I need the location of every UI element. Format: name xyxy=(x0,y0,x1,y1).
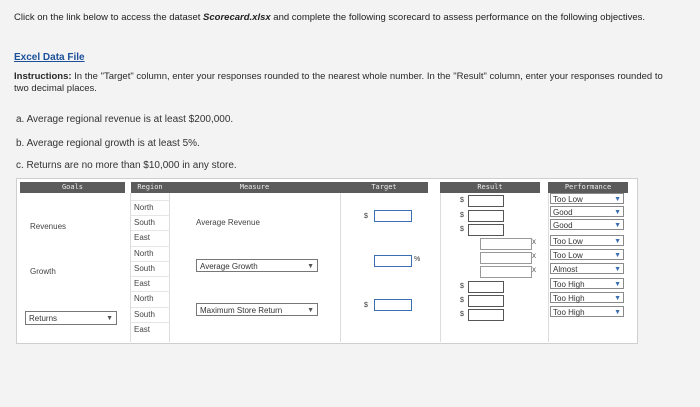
region-cell: East xyxy=(131,230,170,245)
column-divider xyxy=(440,193,441,342)
goal-revenues: Revenues xyxy=(30,222,67,231)
intro-part2: and complete the following scorecard to assess performance on the following objectives. xyxy=(270,12,646,23)
target-currency-symbol: $ xyxy=(364,302,368,309)
result-currency-symbol: $ xyxy=(460,297,464,304)
instructions xyxy=(14,71,674,95)
performance-value: Almost xyxy=(553,265,578,274)
result-input[interactable] xyxy=(468,210,504,222)
result-input[interactable] xyxy=(468,224,504,236)
result-input[interactable] xyxy=(468,195,504,207)
performance-value: Good xyxy=(553,208,573,217)
header-region: Region xyxy=(131,182,169,193)
result-input[interactable] xyxy=(480,266,532,278)
result-input[interactable] xyxy=(468,295,504,307)
region-cell: South xyxy=(131,261,170,276)
result-currency-symbol: $ xyxy=(460,283,464,290)
measure-growth-select[interactable] xyxy=(196,259,318,272)
chevron-down-icon: ▼ xyxy=(614,238,621,245)
chevron-down-icon: ▼ xyxy=(614,252,621,259)
header-measure: Measure xyxy=(169,182,340,193)
chevron-down-icon: ▼ xyxy=(614,196,621,203)
goal-growth: Growth xyxy=(30,267,56,276)
chevron-down-icon: ▼ xyxy=(614,309,621,316)
result-input[interactable] xyxy=(468,309,504,321)
instructions-text: In the "Target" column, enter your responses rounded to the nearest whole number. In the "Result" column, enter your responses rounded to two decimal places. xyxy=(14,71,663,94)
measure-returns-select[interactable] xyxy=(196,303,318,316)
performance-select[interactable] xyxy=(550,306,624,317)
objective-b: b. Average regional growth is at least 5%. xyxy=(16,138,200,149)
performance-value: Too High xyxy=(553,308,585,317)
measure-growth-value: Average Growth xyxy=(200,262,258,271)
region-cell: North xyxy=(131,200,170,215)
percent-mark: X xyxy=(532,254,537,260)
result-input[interactable] xyxy=(480,252,532,264)
header-performance: Performance xyxy=(548,182,628,193)
performance-value: Too Low xyxy=(553,195,583,204)
performance-select[interactable] xyxy=(550,206,624,217)
target-revenue-input[interactable] xyxy=(374,210,412,222)
goal-returns-select[interactable] xyxy=(25,311,117,325)
chevron-down-icon: ▼ xyxy=(106,315,113,322)
performance-value: Good xyxy=(553,221,573,230)
header-result: Result xyxy=(440,182,540,193)
objective-c: c. Returns are no more than $10,000 in any store. xyxy=(16,160,237,171)
result-input[interactable] xyxy=(468,281,504,293)
performance-value: Too High xyxy=(553,280,585,289)
region-cell: South xyxy=(131,307,170,322)
performance-value: Too High xyxy=(553,294,585,303)
region-cell: North xyxy=(131,246,170,261)
result-currency-symbol: $ xyxy=(460,311,464,318)
header-target: Target xyxy=(340,182,428,193)
chevron-down-icon: ▼ xyxy=(307,263,314,270)
percent-mark: X xyxy=(532,268,537,274)
performance-select[interactable] xyxy=(550,193,624,204)
excel-data-file-link[interactable]: Excel Data File xyxy=(14,52,85,63)
performance-value: Too Low xyxy=(553,237,583,246)
column-divider xyxy=(340,193,341,342)
measure-returns-value: Maximum Store Return xyxy=(200,306,283,315)
performance-select[interactable] xyxy=(550,235,624,246)
objective-a: a. Average regional revenue is at least $200,000. xyxy=(16,114,234,125)
region-cell: North xyxy=(131,291,170,306)
intro-text xyxy=(14,12,674,24)
percent-mark: X xyxy=(532,240,537,246)
region-cell: South xyxy=(131,215,170,230)
header-goals: Goals xyxy=(20,182,125,193)
chevron-down-icon: ▼ xyxy=(307,307,314,314)
performance-select[interactable] xyxy=(550,263,624,274)
dataset-filename: Scorecard.xlsx xyxy=(203,12,271,23)
chevron-down-icon: ▼ xyxy=(614,266,621,273)
result-input[interactable] xyxy=(480,238,532,250)
chevron-down-icon: ▼ xyxy=(614,222,621,229)
target-percent-symbol: % xyxy=(414,256,421,263)
target-growth-input[interactable] xyxy=(374,255,412,267)
column-divider xyxy=(548,193,549,342)
chevron-down-icon: ▼ xyxy=(614,281,621,288)
target-currency-symbol: $ xyxy=(364,213,368,220)
performance-select[interactable] xyxy=(550,249,624,260)
goal-returns-value: Returns xyxy=(29,314,58,323)
measure-average-revenue: Average Revenue xyxy=(196,218,260,227)
chevron-down-icon: ▼ xyxy=(614,209,621,216)
chevron-down-icon: ▼ xyxy=(614,295,621,302)
target-returns-input[interactable] xyxy=(374,299,412,311)
intro-part1: Click on the link below to access the dataset xyxy=(14,12,204,23)
result-currency-symbol: $ xyxy=(460,197,464,204)
performance-select[interactable] xyxy=(550,278,624,289)
region-cell: East xyxy=(131,276,170,291)
performance-select[interactable] xyxy=(550,219,624,230)
result-currency-symbol: $ xyxy=(460,212,464,219)
performance-select[interactable] xyxy=(550,292,624,303)
performance-value: Too Low xyxy=(553,251,583,260)
region-cell: East xyxy=(131,322,170,337)
instructions-label: Instructions: xyxy=(14,71,72,82)
result-currency-symbol: $ xyxy=(460,226,464,233)
